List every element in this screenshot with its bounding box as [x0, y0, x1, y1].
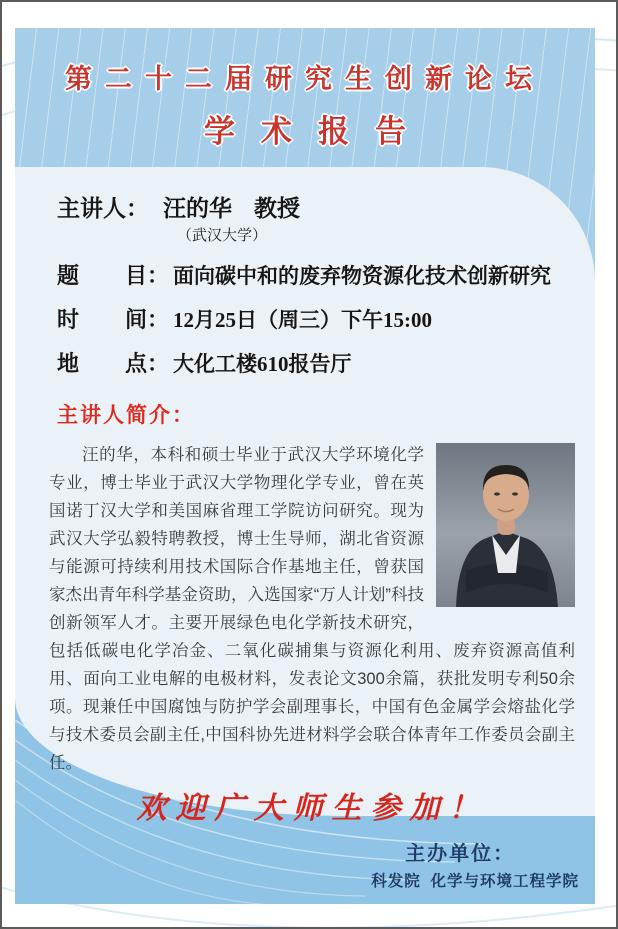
- bio-text: 汪的华，本科和硕士毕业于武汉大学环境化学专业，博士毕业于武汉大学物理化学专业，曾在英国诺丁汉大学和美国麻省理工学院访问研究。现为武汉大学弘毅特聘教授，博士生导师，湖北省资源与能源可持续利用技术国际合作基地主任，曾获国家杰出青年科学基金资助，入选国家“万人计划”科技创新领军人才。主要开展绿色电化学新技术研究，包括低碳电化学冶金、二氧化碳捕集与资源化利用、废弃资源高值利用、面向工业电解的电极材料，发表论文300余篇，获批发明专利50余项。现兼任中国腐蚀与防护学会副理事长，中国有色金属学会熔盐化学与技术委员会副主任,中国科协先进材料学会联合体青年工作委员会副主任。: [49, 446, 575, 772]
- speaker-row: [57, 194, 575, 224]
- event-info: [57, 194, 575, 429]
- welcome-line: 欢迎广大师生参加！: [136, 792, 488, 825]
- organizer-block: [371, 837, 579, 891]
- time-row: [57, 305, 575, 335]
- topic-label: 题 目：: [57, 263, 169, 288]
- speaker-portrait-photo: [436, 443, 575, 607]
- topic-value: 面向碳中和的废弃物资源化技术创新研究: [173, 264, 551, 288]
- bio-block: [49, 441, 575, 827]
- content-card: [15, 167, 595, 825]
- time-value: 12月25日（周三）下午15:00: [173, 308, 432, 332]
- speaker-affiliation: （武汉大学）: [177, 228, 268, 244]
- organizer-label: 主办单位：: [405, 843, 516, 865]
- speaker-name: 汪的华: [163, 196, 232, 221]
- topic-row: [57, 261, 575, 291]
- forum-title: 第二十二届研究生创新论坛: [65, 64, 545, 94]
- location-value: 大化工楼610报告厅: [173, 352, 352, 376]
- location-row: [57, 349, 575, 379]
- speaker-label: 主讲人：: [57, 196, 149, 221]
- time-label: 时 间：: [57, 307, 169, 332]
- location-label: 地 点：: [57, 351, 169, 376]
- bio-heading: 主讲人简介：: [57, 404, 195, 427]
- organizer-names: 科发院 化学与环境工程学院: [371, 873, 579, 890]
- report-title: 学术报告: [204, 114, 432, 149]
- speaker-degree: 教授: [254, 196, 300, 221]
